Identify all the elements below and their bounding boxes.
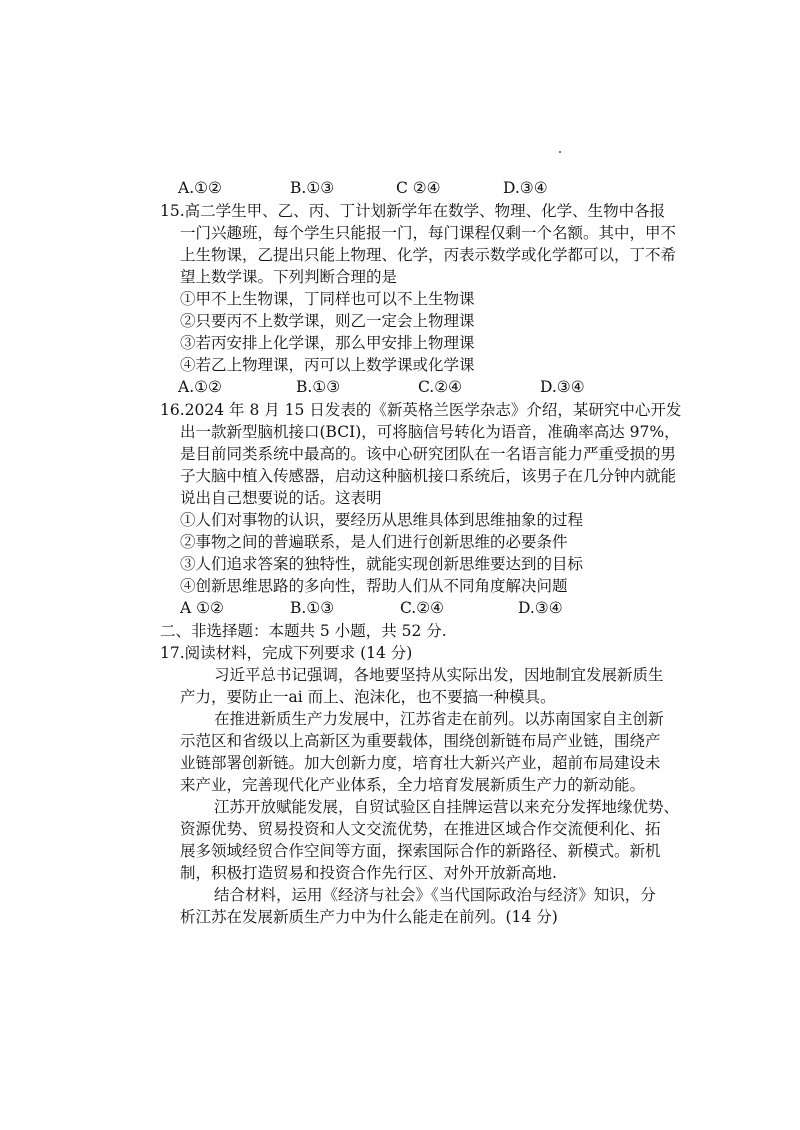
section-heading: 二、非选择题：本题共 5 小题，共 52 分. [160, 622, 447, 640]
q16-statement-1: ①人们对事物的认识，要经历从思维具体到思维抽象的过程 [180, 511, 584, 529]
q17-material-line: 业链部署创新链。加大创新力度，培育壮大新兴产业，超前布局建设未 [180, 754, 661, 772]
q17-question-line: 结合材料，运用《经济与社会》《当代国际政治与经济》知识，分 [214, 886, 656, 904]
q15-statement-3: ③若丙安排上化学课，那么甲安排上物理课 [180, 334, 475, 352]
q15-stem-line: 15.高二学生甲、乙、丙、丁计划新学年在数学、物理、化学、生物中各报 [160, 202, 666, 220]
q15-stem-line: 上生物课，乙提出只能上物理、化学，丙表示数学或化学都可以，丁不希 [180, 246, 677, 264]
q14-option-a: A.①② [178, 179, 222, 197]
q16-stem-line: 出一款新型脑机接口(BCI)，可将脑信号转化为语音，准确率高达 97%， [180, 423, 680, 441]
q16-option-b: B.①③ [290, 599, 335, 617]
q14-option-c: C ②④ [396, 179, 441, 197]
q16-option-d: D.③④ [518, 599, 563, 617]
q16-stem-line: 16.2024 年 8 月 15 日发表的《新英格兰医学杂志》介绍，某研究中心开发 [160, 401, 682, 419]
q14-option-d: D.③④ [503, 179, 548, 197]
q17-material-line: 来产业，完善现代化产业体系，全力培育发展新质生产力的新动能。 [180, 776, 646, 794]
scan-speck [559, 151, 561, 153]
q15-statement-2: ②只要丙不上数学课，则乙一定会上物理课 [180, 312, 475, 330]
q17-title: 17.阅读材料，完成下列要求 (14 分) [160, 644, 413, 662]
q16-stem-line: 子大脑中植入传感器，启动这种脑机接口系统后，该男子在几分钟内就能 [180, 467, 677, 485]
q16-stem-line: 是目前同类系统中最高的。该中心研究团队在一名语言能力严重受损的男 [180, 445, 677, 463]
q17-question-line: 析江苏在发展新质生产力中为什么能走在前列。(14 分) [180, 908, 558, 926]
q15-option-a: A.①② [178, 378, 222, 396]
q17-material-line: 制，积极打造贸易和投资合作先行区、对外开放新高地. [180, 864, 557, 882]
q14-option-b: B.①③ [290, 179, 335, 197]
q16-option-c: C.②④ [400, 599, 445, 617]
q17-material-line: 示范区和省级以上高新区为重要载体，围绕创新链布局产业链，围绕产 [180, 732, 661, 750]
q17-material-line: 习近平总书记强调，各地要坚持从实际出发，因地制宜发展新质生 [214, 666, 664, 684]
q17-material-line: 在推进新质生产力发展中，江苏省走在前列。以苏南国家自主创新 [214, 710, 664, 728]
q17-material-line: 产力，要防止一ai 而上、泡沫化，也不要搞一种模具。 [180, 688, 556, 706]
q15-option-b: B.①③ [296, 378, 341, 396]
q17-material-line: 资源优势、贸易投资和人文交流优势，在推进区域合作交流便利化、拓 [180, 820, 661, 838]
q15-stem-line: 一门兴趣班，每个学生只能报一门，每门课程仅剩一个名额。其中，甲不 [180, 224, 677, 242]
q16-statement-2: ②事物之间的普遍联系，是人们进行创新思维的必要条件 [180, 533, 568, 551]
q16-statement-3: ③人们追求答案的独特性，就能实现创新思维要达到的目标 [180, 555, 584, 573]
q15-option-d: D.③④ [540, 378, 585, 396]
q15-statement-4: ④若乙上物理课，丙可以上数学课或化学课 [180, 356, 475, 374]
q17-material-line: 展多领域经贸合作空间等方面，探索国际合作的新路径、新模式。新机 [180, 842, 661, 860]
q15-option-c: C.②④ [418, 378, 463, 396]
q16-statement-4: ④创新思维思路的多向性，帮助人们从不同角度解决问题 [180, 577, 568, 595]
q15-statement-1: ①甲不上生物课，丁同样也可以不上生物课 [180, 290, 475, 308]
q15-stem-line: 望上数学课。下列判断合理的是 [180, 268, 398, 286]
q16-stem-line: 说出自己想要说的话。这表明 [180, 489, 382, 507]
q17-material-line: 江苏开放赋能发展，自贸试验区自挂牌运营以来充分发挥地缘优势、 [214, 798, 680, 816]
q16-option-a: A ①② [180, 599, 224, 617]
